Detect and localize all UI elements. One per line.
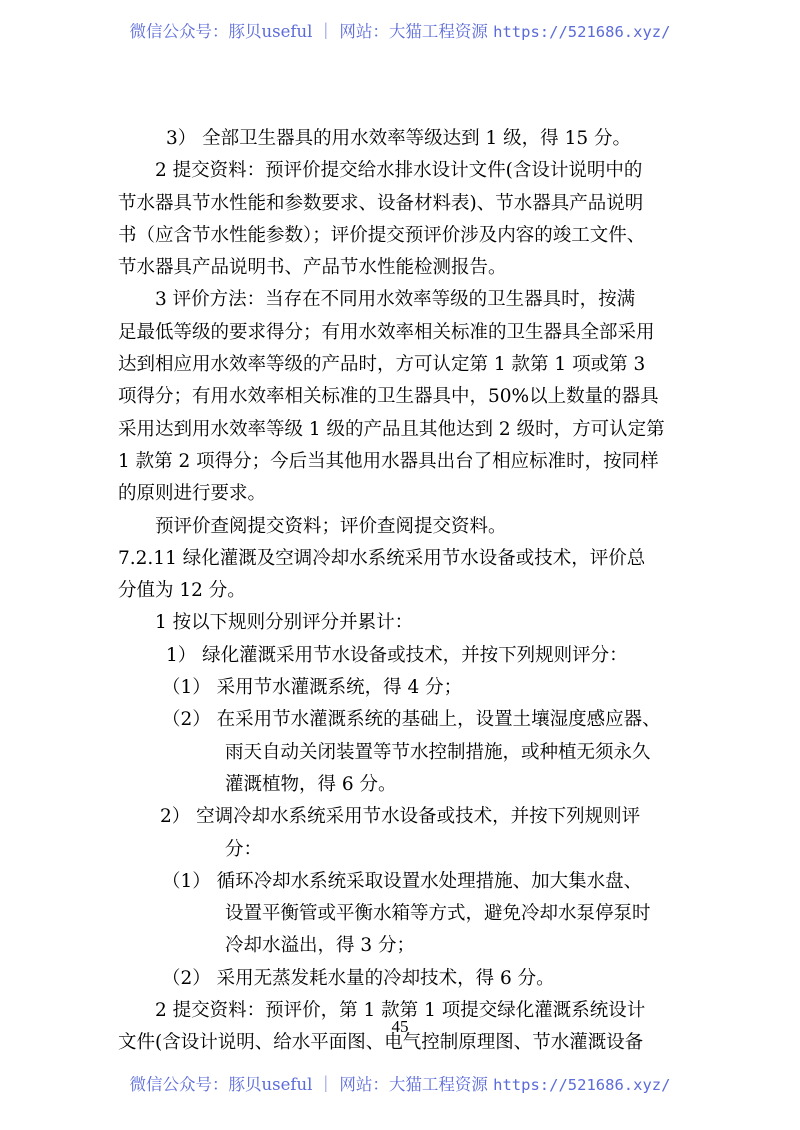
review-note: 预评价查阅提交资料；评价查阅提交资料。 (155, 515, 507, 537)
clause-7-2-11-line1: 7.2.11 绿化灌溉及空调冷却水系统采用节水设备或技术，评价总 (118, 547, 646, 569)
paragraph-3-method-line2: 足最低等级的要求得分；有用水效率相关标准的卫生器具全部采用 (118, 321, 655, 343)
rule-1-1-sub-1: （1） 采用节水灌溉系统，得 4 分； (162, 677, 463, 699)
rule-1-1-sub-2-line2: 雨天自动关闭装置等节水控制措施，或种植无须永久 (225, 741, 651, 763)
paragraph-3-method-line6: 1 款第 2 项得分；今后当其他用水器具出台了相应标准时，按同样 (118, 450, 659, 472)
paragraph-2-submission-b-line1: 2 提交资料：预评价，第 1 款第 1 项提交绿化灌溉系统设计 (155, 1000, 646, 1022)
rule-1-2-sub-2: （2） 采用无蒸发耗水量的冷却技术，得 6 分。 (162, 967, 555, 989)
rule-1-2-cooling-line2: 分： (225, 838, 263, 860)
header-url[interactable]: https://521686.xyz/ (493, 23, 671, 41)
paragraph-2-submission-line1: 2 提交资料：预评价提交给水排水设计文件(含设计说明中的 (155, 160, 643, 182)
rule-1-1-greening: 1） 绿化灌溉采用节水设备或技术，并按下列规则评分： (166, 644, 628, 666)
paragraph-3-method-line3: 达到相应用水效率等级的产品时，方可认定第 1 款第 1 项或第 3 (118, 354, 646, 376)
paragraph-3-method-line5: 采用达到用水效率等级 1 级的产品且其他达到 2 级时，方可认定第 (118, 418, 665, 440)
rule-1-2-sub-1-line2: 设置平衡管或平衡水箱等方式，避免冷却水泵停泵时 (225, 903, 651, 925)
watermark-footer (0, 1071, 800, 1095)
paragraph-3-method-line4: 项得分；有用水效率相关标准的卫生器具中，50%以上数量的器具 (118, 386, 659, 408)
paragraph-3-method-line7: 的原则进行要求。 (118, 483, 267, 505)
header-text: 微信公众号：豚贝useful ｜ 网站：大猫工程资源 (129, 22, 494, 41)
clause-7-2-11-line2: 分值为 12 分。 (118, 580, 246, 602)
document-body (118, 123, 688, 1060)
paragraph-2-submission-line2: 节水器具节水性能和参数要求、设备材料表)、节水器具产品说明 (118, 192, 644, 214)
rule-1-2-sub-1-line1: （1） 循环冷却水系统采取设置水处理措施、加大集水盘、 (162, 870, 643, 892)
rule-1-2-sub-1-line3: 冷却水溢出，得 3 分； (225, 935, 416, 957)
item-3-all-fixtures: 3） 全部卫生器具的用水效率等级达到 1 级，得 15 分。 (166, 128, 631, 149)
rule-1-1-sub-2-line1: （2） 在采用节水灌溉系统的基础上，设置土壤湿度感应器、 (162, 709, 661, 731)
page-number: 45 (391, 1017, 409, 1036)
rule-1-heading: 1 按以下规则分别评分并累计： (155, 612, 414, 634)
paragraph-3-method-line1: 3 评价方法：当存在不同用水效率等级的卫生器具时，按满 (155, 289, 636, 311)
footer-text: 微信公众号：豚贝useful ｜ 网站：大猫工程资源 (129, 1075, 494, 1094)
rule-1-2-cooling-line1: 2） 空调冷却水系统采用节水设备或技术，并按下列规则评 (160, 806, 641, 828)
watermark-header (0, 18, 800, 42)
paragraph-2-submission-line4: 节水器具产品说明书、产品节水性能检测报告。 (118, 257, 507, 279)
rule-1-1-sub-2-line3: 灌溉植物，得 6 分。 (225, 773, 397, 795)
paragraph-2-submission-line3: 书（应含节水性能参数）；评价提交预评价涉及内容的竣工文件、 (118, 224, 646, 246)
paragraph-2-submission-b-line2: 文件(含设计说明、给水平面图、电气控制原理图、节水灌溉设备 (118, 1032, 644, 1054)
footer-url[interactable]: https://521686.xyz/ (493, 1076, 671, 1094)
